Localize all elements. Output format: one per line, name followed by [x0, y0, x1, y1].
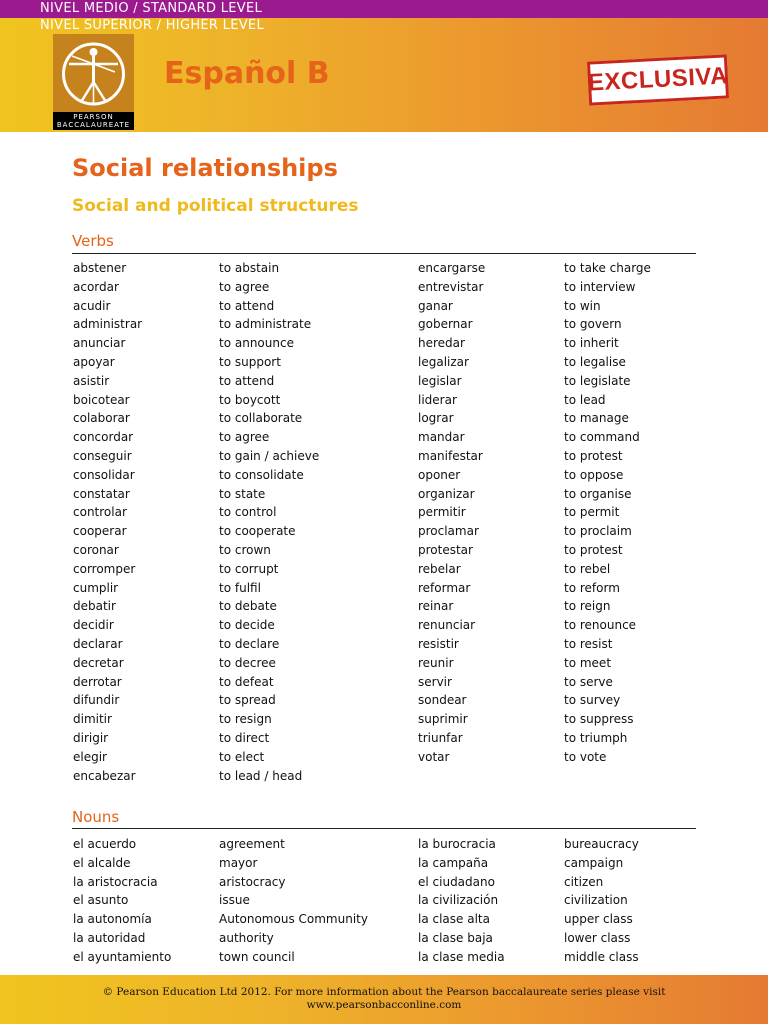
vocab-entry: to legalise: [564, 354, 626, 369]
vocab-entry: to triumph: [564, 730, 628, 745]
vocab-entry: el ciudadano: [418, 874, 495, 889]
vocab-entry: middle class: [564, 949, 639, 964]
vocab-entry: reunir: [418, 655, 454, 670]
vocab-entry: reformar: [418, 580, 471, 595]
verbs-spanish-column-1: [73, 259, 142, 785]
vocab-entry: declarar: [73, 636, 123, 651]
footer-copyright: [0, 986, 768, 1012]
vocab-entry: cumplir: [73, 580, 119, 595]
verbs-spanish-column-2: [418, 259, 485, 767]
vocab-entry: to proclaim: [564, 524, 632, 539]
vocab-entry: lower class: [564, 930, 631, 945]
vocab-entry: to collaborate: [219, 411, 303, 426]
vocab-entry: derrotar: [73, 674, 122, 689]
vocab-entry: to meet: [564, 655, 612, 670]
vocab-entry: to oppose: [564, 467, 624, 482]
vocab-entry: to abstain: [219, 261, 280, 275]
vocab-entry: to organise: [564, 486, 632, 501]
vocab-entry: to administrate: [219, 317, 312, 332]
vocab-entry: to corrupt: [219, 561, 279, 576]
vocab-entry: votar: [418, 749, 450, 764]
vocab-entry: oponer: [418, 467, 461, 482]
vocab-entry: abstener: [73, 261, 127, 275]
standard-level-text: NIVEL MEDIO / STANDARD LEVEL: [40, 1, 263, 16]
vocab-entry: la campaña: [418, 855, 489, 870]
vocab-entry: to elect: [219, 749, 265, 764]
vocab-entry: to debate: [219, 599, 277, 614]
logo-wordmark: PEARSON BACCALAUREATE: [53, 112, 134, 130]
vocab-entry: resistir: [418, 636, 459, 651]
vocab-entry: town council: [219, 949, 295, 964]
vocab-entry: to declare: [219, 636, 280, 651]
vocab-entry: to resist: [564, 636, 613, 651]
vocab-entry: servir: [418, 674, 452, 689]
vocab-entry: legislar: [418, 373, 462, 388]
nouns-spanish-column-2: [418, 835, 505, 967]
vocab-entry: to decide: [219, 618, 275, 633]
vocab-entry: coronar: [73, 542, 119, 557]
vocab-entry: el acuerdo: [73, 837, 137, 851]
vocab-entry: decretar: [73, 655, 124, 670]
vocab-entry: apoyar: [73, 354, 115, 369]
vocab-entry: conseguir: [73, 448, 132, 463]
vocab-entry: to state: [219, 486, 266, 501]
page-subtitle: Social and political structures: [72, 196, 359, 216]
vocab-entry: issue: [219, 893, 250, 908]
vocab-entry: entrevistar: [418, 279, 484, 294]
vocab-entry: to protest: [564, 448, 623, 463]
vocab-entry: to support: [219, 354, 281, 369]
vocab-entry: to attend: [219, 298, 275, 313]
vocab-entry: corromper: [73, 561, 136, 576]
vocab-entry: to spread: [219, 693, 276, 708]
vocab-entry: cooperar: [73, 524, 127, 539]
vocab-entry: to resign: [219, 712, 272, 727]
nouns-spanish-column-1: [73, 835, 171, 967]
vocab-entry: agreement: [219, 837, 285, 851]
vocab-entry: sondear: [418, 693, 467, 708]
vocab-entry: acudir: [73, 298, 111, 313]
vocab-entry: authority: [219, 930, 274, 945]
vocab-entry: to control: [219, 505, 277, 520]
vocab-entry: to announce: [219, 336, 294, 351]
vocab-entry: encabezar: [73, 768, 136, 783]
vocab-entry: la autonomía: [73, 912, 152, 927]
vocab-entry: manifestar: [418, 448, 483, 463]
vocab-entry: to rebel: [564, 561, 611, 576]
vocab-entry: lograr: [418, 411, 454, 426]
vocab-entry: legalizar: [418, 354, 469, 369]
vocab-entry: decidir: [73, 618, 114, 633]
vocab-entry: to direct: [219, 730, 270, 745]
vocab-entry: to boycott: [219, 392, 281, 407]
vocab-entry: mandar: [418, 430, 465, 445]
vocab-entry: proclamar: [418, 524, 479, 539]
vocab-entry: suprimir: [418, 712, 468, 727]
footer-website-link[interactable]: www.pearsonbacconline.com: [306, 999, 462, 1011]
vocab-entry: to govern: [564, 317, 622, 332]
vocab-entry: acordar: [73, 279, 119, 294]
verbs-english-column-2: [564, 259, 651, 767]
vocab-entry: to interview: [564, 279, 636, 294]
vocab-entry: liderar: [418, 392, 457, 407]
nouns-divider: [72, 828, 696, 829]
vocab-entry: heredar: [418, 336, 465, 351]
vocab-entry: Autonomous Community: [219, 912, 368, 927]
vocab-entry: to cooperate: [219, 524, 296, 539]
vocab-entry: la clase baja: [418, 930, 493, 945]
vocab-entry: asistir: [73, 373, 110, 388]
vocab-entry: debatir: [73, 599, 116, 614]
vocab-entry: to win: [564, 298, 601, 313]
vocab-entry: administrar: [73, 317, 143, 332]
vocab-entry: el ayuntamiento: [73, 949, 172, 964]
vocab-entry: dirigir: [73, 730, 109, 745]
vocab-entry: to lead / head: [219, 768, 303, 783]
vocab-entry: to lead: [564, 392, 606, 407]
vocab-entry: to agree: [219, 430, 270, 445]
nouns-english-column-2: [564, 835, 639, 967]
vocab-entry: to take charge: [564, 261, 651, 275]
vocab-entry: to reform: [564, 580, 620, 595]
level-banner: [0, 0, 768, 18]
page-header: [0, 18, 768, 132]
vocab-entry: to survey: [564, 693, 621, 708]
vocab-entry: colaborar: [73, 411, 130, 426]
vocab-entry: to reign: [564, 599, 611, 614]
vocab-entry: la aristocracia: [73, 874, 158, 889]
vocab-entry: to attend: [219, 373, 275, 388]
vocab-entry: consolidar: [73, 467, 135, 482]
vocab-entry: la clase alta: [418, 912, 490, 927]
vocab-entry: to fulfil: [219, 580, 261, 595]
vocab-entry: anunciar: [73, 336, 126, 351]
vocab-entry: to legislate: [564, 373, 631, 388]
vocab-entry: to defeat: [219, 674, 274, 689]
vocab-entry: gobernar: [418, 317, 473, 332]
vocab-entry: la burocracia: [418, 837, 496, 851]
page-footer: [0, 975, 768, 1024]
vocab-entry: to suppress: [564, 712, 634, 727]
vocab-entry: controlar: [73, 505, 127, 520]
vocab-entry: ganar: [418, 298, 453, 313]
vocab-entry: to consolidate: [219, 467, 304, 482]
vocab-entry: to crown: [219, 542, 271, 557]
vocab-entry: aristocracy: [219, 874, 286, 889]
vocab-entry: la autoridad: [73, 930, 146, 945]
verbs-english-column-1: [219, 259, 319, 785]
vocab-entry: to agree: [219, 279, 270, 294]
vocab-entry: to permit: [564, 505, 620, 520]
page-title: Social relationships: [72, 154, 338, 182]
vocab-entry: organizar: [418, 486, 475, 501]
vocab-entry: reinar: [418, 599, 454, 614]
vocab-entry: mayor: [219, 855, 258, 870]
vocab-entry: renunciar: [418, 618, 476, 633]
vocab-entry: to gain / achieve: [219, 448, 320, 463]
vocab-entry: encargarse: [418, 261, 486, 275]
vocab-entry: la civilización: [418, 893, 499, 908]
vocab-entry: el asunto: [73, 893, 129, 908]
vitruvian-man-icon: [53, 34, 134, 112]
vocab-entry: difundir: [73, 693, 120, 708]
vocab-entry: to vote: [564, 749, 607, 764]
course-title: Español B: [164, 56, 330, 91]
vocab-entry: concordar: [73, 430, 134, 445]
vocab-entry: upper class: [564, 912, 633, 927]
exclusiva-stamp: EXCLUSIVA: [587, 54, 729, 105]
vocab-entry: constatar: [73, 486, 130, 501]
verbs-divider: [72, 253, 696, 254]
vocab-entry: bureaucracy: [564, 837, 639, 851]
vocab-entry: permitir: [418, 505, 466, 520]
pearson-baccalaureate-logo: [53, 34, 134, 130]
verbs-heading: Verbs: [72, 232, 114, 250]
vocab-entry: boicotear: [73, 392, 130, 407]
footer-line-1: © Pearson Education Ltd 2012. For more information about the Pearson baccalaureate series please visit: [102, 986, 666, 998]
vocab-entry: protestar: [418, 542, 473, 557]
vocab-entry: dimitir: [73, 712, 112, 727]
nouns-heading: Nouns: [72, 808, 120, 826]
higher-level-text: NIVEL SUPERIOR / HIGHER LEVEL: [40, 18, 264, 33]
vocab-entry: el alcalde: [73, 855, 131, 870]
vocab-entry: to inherit: [564, 336, 619, 351]
vocab-entry: to command: [564, 430, 640, 445]
vocab-entry: to decree: [219, 655, 276, 670]
vocab-entry: triunfar: [418, 730, 463, 745]
vocab-entry: to renounce: [564, 618, 637, 633]
vocab-entry: citizen: [564, 874, 604, 889]
vocab-entry: campaign: [564, 855, 624, 870]
vocab-entry: to protest: [564, 542, 623, 557]
vocab-entry: to manage: [564, 411, 629, 426]
vocab-entry: elegir: [73, 749, 107, 764]
vocab-entry: la clase media: [418, 949, 505, 964]
nouns-english-column-1: [219, 835, 368, 967]
vocab-entry: rebelar: [418, 561, 461, 576]
vocab-entry: civilization: [564, 893, 628, 908]
vocab-entry: to serve: [564, 674, 613, 689]
